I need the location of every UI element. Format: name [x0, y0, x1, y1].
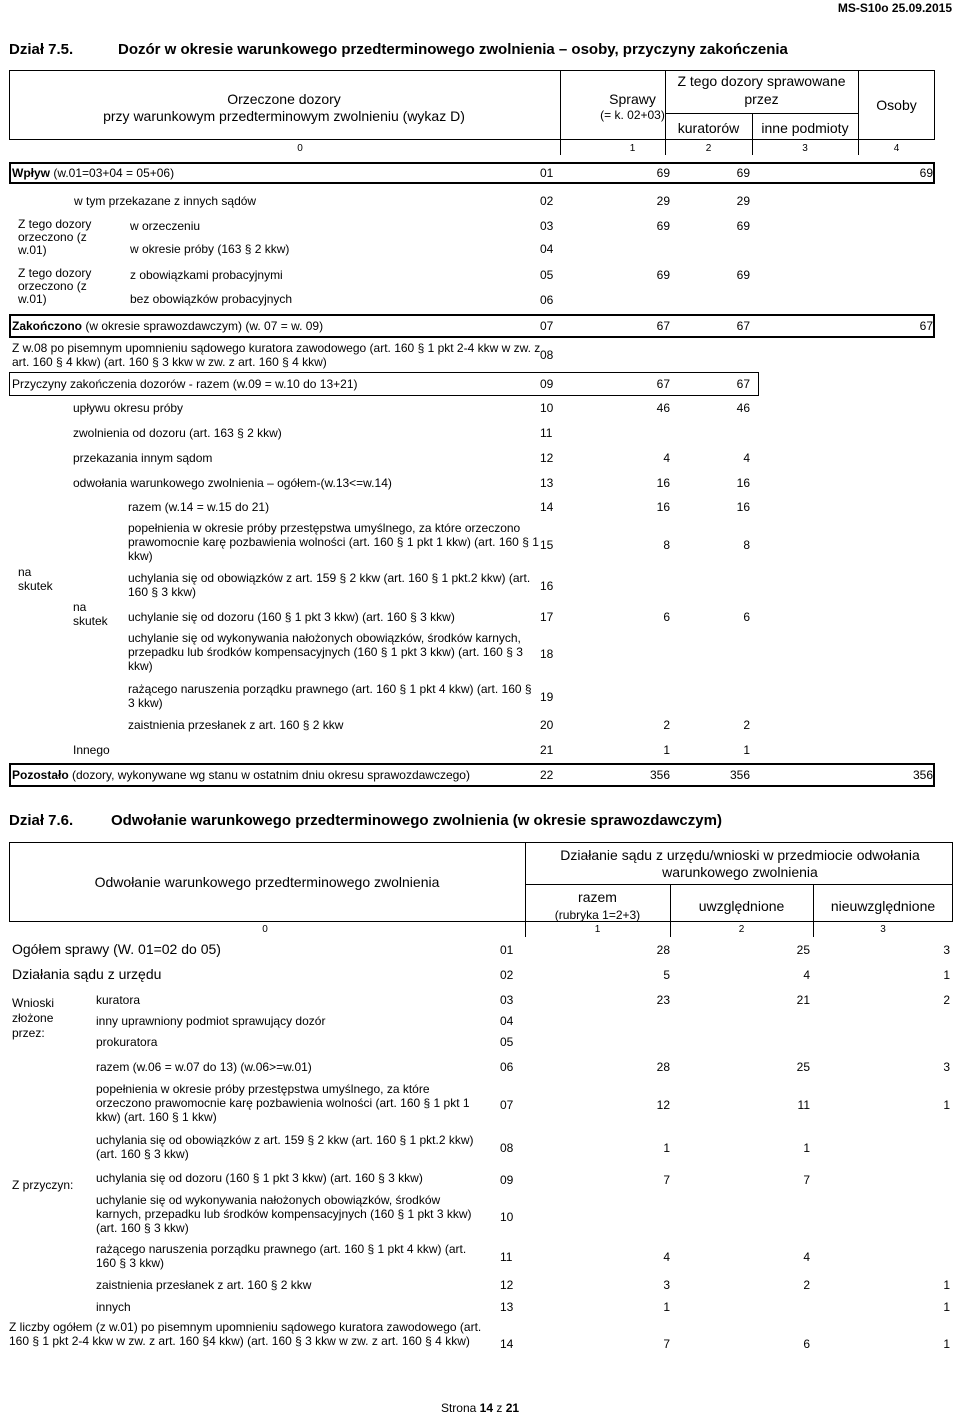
section-7-6-number: Dział 7.6. [9, 812, 74, 829]
s76-r08-c2: 1 [803, 1141, 810, 1155]
s75-r12-label: przekazania innym sądom [73, 451, 213, 465]
s75-r17-c1: 6 [663, 610, 670, 624]
s75-rowlabel-header-1: Orzeczone dozory [227, 91, 341, 107]
s76-r13-label: innych [96, 1300, 131, 1314]
s75-colnum-2: 2 [705, 143, 712, 154]
s75-r13-label: odwołania warunkowego zwolnienia – ogółem-(w.13<=w.14) [73, 476, 392, 490]
s75-sprawy-sub: (= k. 02+03) [600, 108, 665, 122]
s75-r16-label: uchylania się od obowiązków z art. 159 § 2 kkw (art. 160 § 1 pkt.2 kkw) (art. 160 § 3 kkw) [128, 571, 531, 599]
s76-r13-c3: 1 [943, 1300, 950, 1314]
s75-r08-no: 08 [540, 348, 554, 362]
s75-r02-c2: 29 [736, 194, 750, 208]
s75-wplyw-label: Wpływ (w.01=03+04 = 05+06) [12, 166, 175, 180]
s76-r07-label: popełnienia w okresie próby przestępstwa umyślnego, za które orzeczono prawomocnie karę pozbawienia wolności (art. 160 § 1 pkt 1 kkw) (art. 160 § 1 kkw) [96, 1082, 470, 1124]
s75-r10-label: upływu okresu próby [73, 401, 184, 415]
s75-group-2-label: Z tego dozory orzeczono (z w.01) [18, 266, 92, 306]
s76-r12-c2: 2 [803, 1278, 810, 1292]
s75-r03-c1: 69 [656, 219, 670, 233]
s76-colnum-1: 1 [594, 924, 601, 935]
s75-r06-label: bez obowiązków probacyjnych [130, 292, 293, 306]
s75-r11-no: 11 [540, 426, 553, 440]
s76-dzialanie-header: Działanie sądu z urzędu/wnioski w przedmiocie odwołania warunkowego zwolnienia [560, 847, 920, 880]
section-7-6-title: Odwołanie warunkowego przedterminowego zwolnienia (w okresie sprawozdawczym) [111, 812, 722, 829]
s76-r01-c1: 28 [656, 943, 670, 957]
s75-r21-c2: 1 [743, 743, 750, 757]
s75-r18-no: 18 [540, 647, 554, 661]
s76-r14-label: Z liczby ogółem (z w.01) po pisemnym upomnieniu sądowego kuratora zawodowego (art. 160 § 1 pkt 2-4 kkw w zw. z art. 160 §4 kkw) (art. 160 § 3 kkw w zw. z art. 160 § 4 kkw) [9, 1320, 482, 1348]
s76-left-header: Odwołanie warunkowego przedterminowego zwolnienia [94, 874, 440, 890]
s75-r13-c2: 16 [736, 476, 750, 490]
s75-ztego-header-2: przez [744, 91, 779, 107]
s75-r20-label: zaistnienia przesłanek z art. 160 § 2 kkw [128, 718, 344, 732]
s75-r20-no: 20 [540, 718, 554, 732]
s76-r09-no: 09 [500, 1173, 514, 1187]
s76-r01-c2: 25 [796, 943, 810, 957]
s76-r01-label: Ogółem sprawy (W. 01=02 do 05) [12, 941, 221, 957]
s75-colnum-1: 1 [629, 143, 636, 154]
s75-r10-c2: 46 [736, 401, 750, 415]
s75-r15-c2: 8 [743, 538, 750, 552]
s76-r03-label: kuratora [96, 993, 141, 1007]
s75-r04-no: 04 [540, 242, 554, 256]
s76-r11-label: rażącego naruszenia porządku prawnego (art. 160 § 1 pkt 4 kkw) (art. 160 § 3 kkw) [96, 1242, 467, 1270]
s76-r10-label: uchylanie się od wykonywania nałożonych obowiązków, środków karnych, przepadku lub środków kompensacyjnych (160 § 1 pkt 3 kkw) (art. 160 § 3 kkw) [96, 1193, 472, 1235]
s75-r22-c1: 356 [649, 768, 670, 782]
s76-r12-c3: 1 [943, 1278, 950, 1292]
s75-r09-no: 09 [540, 377, 554, 391]
s76-r08-no: 08 [500, 1141, 514, 1155]
s75-r21-no: 21 [540, 743, 554, 757]
s76-r09-c2: 7 [803, 1173, 810, 1187]
s76-r03-c2: 21 [796, 993, 810, 1007]
page-footer: Strona 14 z 21 [440, 1401, 520, 1415]
s76-r08-label: uchylania się od obowiązków z art. 159 § 2 kkw (art. 160 § 1 pkt.2 kkw) (art. 160 § 3 kkw) [96, 1133, 474, 1161]
s75-r10-c1: 46 [656, 401, 670, 415]
s75-r21-c1: 1 [663, 743, 670, 757]
s76-r05-no: 05 [500, 1035, 514, 1049]
s76-r07-no: 07 [500, 1098, 514, 1112]
s76-r09-label: uchylania się od dozoru (160 § 1 pkt 3 kkw) (art. 160 § 3 kkw) [96, 1171, 423, 1185]
s75-r08-label: Z w.08 po pisemnym upomnieniu sądowego kuratora zawodowego (art. 160 § 1 pkt 2-4 kkw w zw. z art. 160 § 4 kkw) (art. 160 § 3 kkw w zw. z art. 160 § 4 kkw) [12, 341, 541, 369]
s75-r02-no: 02 [540, 194, 554, 208]
s76-r12-label: zaistnienia przesłanek z art. 160 § 2 kkw [96, 1278, 312, 1292]
s75-r05-c1: 69 [656, 268, 670, 282]
s76-r09-c1: 7 [663, 1173, 670, 1187]
s76-r14-c1: 7 [663, 1337, 670, 1351]
s75-r03-c2: 69 [736, 219, 750, 233]
s75-r03-label: w orzeczeniu [130, 219, 201, 233]
s75-r02-label: w tym przekazane z innych sądów [74, 194, 257, 208]
s76-colnum-2: 2 [738, 924, 745, 935]
s75-r22-no: 22 [540, 768, 554, 782]
s75-r05-no: 05 [540, 268, 554, 282]
s75-r13-no: 13 [540, 476, 554, 490]
s75-r20-c2: 2 [743, 718, 750, 732]
s76-r03-c1: 23 [656, 993, 670, 1007]
s76-r06-label: razem (w.06 = w.07 do 13) (w.06>=w.01) [96, 1060, 312, 1074]
s75-r07-c4: 67 [919, 319, 933, 333]
s76-r10-no: 10 [500, 1210, 514, 1224]
s75-r22-c2: 356 [729, 768, 750, 782]
s75-r14-no: 14 [540, 500, 554, 514]
s76-r06-c1: 28 [656, 1060, 670, 1074]
s76-r14-c2: 6 [803, 1337, 810, 1351]
s75-r14-c1: 16 [656, 500, 670, 514]
s76-r08-c1: 1 [663, 1141, 670, 1155]
s76-r06-c3: 3 [943, 1060, 950, 1074]
s75-r01-c2: 69 [736, 166, 750, 180]
s75-r03-no: 03 [540, 219, 554, 233]
section-7-5-title: Dozór w okresie warunkowego przedterminowego zwolnienia – osoby, przyczyny zakończenia [118, 41, 788, 58]
s75-colnum-4: 4 [893, 143, 900, 154]
s76-nieuwz-header: nieuwzględnione [830, 898, 936, 914]
s76-r01-no: 01 [500, 943, 514, 957]
s75-r09-label: Przyczyny zakończenia dozorów - razem (w.09 = w.10 do 13+21) [12, 377, 358, 391]
s76-r11-c1: 4 [663, 1250, 670, 1264]
s75-pozostalo-label: Pozostało (dozory, wykonywane wg stanu w ostatnim dniu okresu sprawozdawczego) [12, 768, 470, 782]
s75-r17-no: 17 [540, 610, 554, 624]
s75-colnum-0: 0 [297, 143, 303, 154]
s75-r14-label: razem (w.14 = w.15 do 21) [128, 500, 270, 514]
s76-r07-c3: 1 [943, 1098, 950, 1112]
s76-r13-no: 13 [500, 1300, 514, 1314]
s75-r18-label: uchylanie się od wykonywania nałożonych obowiązków, środków karnych, przepadku lub środków kompensacyjnych (160 § 1 pkt 3 kkw) (art. 160 § 3 kkw) [128, 631, 523, 673]
s75-r05-label: z obowiązkami probacyjnymi [130, 268, 283, 282]
s75-r14-c2: 16 [736, 500, 750, 514]
s75-r06-no: 06 [540, 293, 554, 307]
s75-r22-c4: 356 [912, 768, 933, 782]
s76-r02-c3: 1 [943, 968, 950, 982]
s75-r07-no: 07 [540, 319, 554, 333]
s75-r04-label: w okresie próby (163 § 2 kkw) [130, 242, 290, 256]
s75-ztego-header-1: Z tego dozory sprawowane [677, 73, 846, 89]
s76-r02-c2: 4 [803, 968, 810, 982]
s75-r17-label: uchylanie się od dozoru (160 § 1 pkt 3 kkw) (art. 160 § 3 kkw) [128, 610, 455, 624]
s76-razem-sub: (rubryka 1=2+3) [554, 908, 641, 922]
s75-na-skutek-inner: na skutek [73, 600, 108, 628]
s76-r14-c3: 1 [943, 1337, 950, 1351]
s75-r15-no: 15 [540, 538, 554, 552]
s76-r04-label: inny uprawniony podmiot sprawujący dozór [96, 1014, 326, 1028]
s75-r01-c4: 69 [919, 166, 933, 180]
s76-r12-no: 12 [500, 1278, 514, 1292]
s76-r13-c1: 1 [663, 1300, 670, 1314]
s75-r09-c1: 67 [656, 377, 670, 391]
s75-r12-c1: 4 [663, 451, 670, 465]
s76-r06-no: 06 [500, 1060, 514, 1074]
s75-kuratorow-header: kuratorów [677, 120, 740, 136]
form-code: MS-S10o 25.09.2015 [837, 1, 952, 15]
s75-inne-header: inne podmioty [761, 120, 849, 136]
s76-r11-no: 11 [500, 1250, 513, 1264]
s76-r11-c2: 4 [803, 1250, 810, 1264]
s76-wnioski-label: Wnioski złożone przez: [12, 996, 55, 1040]
s75-r21-label: Innego [73, 743, 110, 757]
s76-uwz-header: uwzględnione [698, 898, 785, 914]
s75-r07-c2: 67 [736, 319, 750, 333]
s75-r05-c2: 69 [736, 268, 750, 282]
s75-group-1-label: Z tego dozory orzeczono (z w.01) [18, 217, 92, 257]
s75-na-skutek-outer: na skutek [18, 565, 53, 593]
s76-r07-c2: 11 [797, 1098, 810, 1112]
s75-r15-c1: 8 [663, 538, 670, 552]
s75-zakonczono-label: Zakończono (w okresie sprawozdawczym) (w. 07 = w. 09) [12, 319, 324, 333]
s75-r15-label: popełnienia w okresie próby przestępstwa umyślnego, za które orzeczono prawomocnie karę pozbawienia wolności (art. 160 § 1 pkt 1 kkw) (art. 160 § 1 kkw) [128, 521, 539, 563]
s75-r12-no: 12 [540, 451, 554, 465]
s76-r12-c1: 3 [663, 1278, 670, 1292]
s75-r19-label: rażącego naruszenia porządku prawnego (art. 160 § 1 pkt 4 kkw) (art. 160 § 3 kkw) [128, 682, 532, 710]
s76-zprzyczyn-label: Z przyczyn: [12, 1178, 74, 1192]
s75-r19-no: 19 [540, 690, 554, 704]
s76-r03-no: 03 [500, 993, 514, 1007]
s75-r16-no: 16 [540, 579, 554, 593]
s76-r02-no: 02 [500, 968, 514, 982]
s76-r02-label: Działania sądu z urzędu [12, 966, 162, 982]
s76-r02-c1: 5 [663, 968, 670, 982]
s75-r07-c1: 67 [656, 319, 670, 333]
s76-colnum-0: 0 [262, 924, 268, 935]
s76-r14-no: 14 [500, 1337, 514, 1351]
s76-r01-c3: 3 [943, 943, 950, 957]
s75-sprawy-header: Sprawy [609, 91, 656, 107]
s75-osoby-header: Osoby [876, 97, 917, 113]
s75-r17-c2: 6 [743, 610, 750, 624]
s75-r11-label: zwolnienia od dozoru (art. 163 § 2 kkw) [73, 426, 282, 440]
s75-rowlabel-header-2: przy warunkowym przedterminowym zwolnieniu (wykaz D) [103, 108, 465, 124]
s76-r05-label: prokuratora [96, 1035, 158, 1049]
s75-colnum-3: 3 [802, 143, 808, 154]
s75-r12-c2: 4 [743, 451, 750, 465]
s76-colnum-3: 3 [880, 924, 886, 935]
s76-razem-header: razem [578, 889, 617, 905]
s76-r07-c1: 12 [656, 1098, 670, 1112]
s75-r20-c1: 2 [663, 718, 670, 732]
s75-r10-no: 10 [540, 401, 554, 415]
s75-r02-c1: 29 [656, 194, 670, 208]
s76-r04-no: 04 [500, 1014, 514, 1028]
s75-r09-c2: 67 [736, 377, 750, 391]
s75-r01-no: 01 [540, 166, 554, 180]
s75-r01-c1: 69 [656, 166, 670, 180]
s76-r03-c3: 2 [943, 993, 950, 1007]
s75-r13-c1: 16 [656, 476, 670, 490]
section-7-5-number: Dział 7.5. [9, 41, 74, 58]
s76-r06-c2: 25 [796, 1060, 810, 1074]
